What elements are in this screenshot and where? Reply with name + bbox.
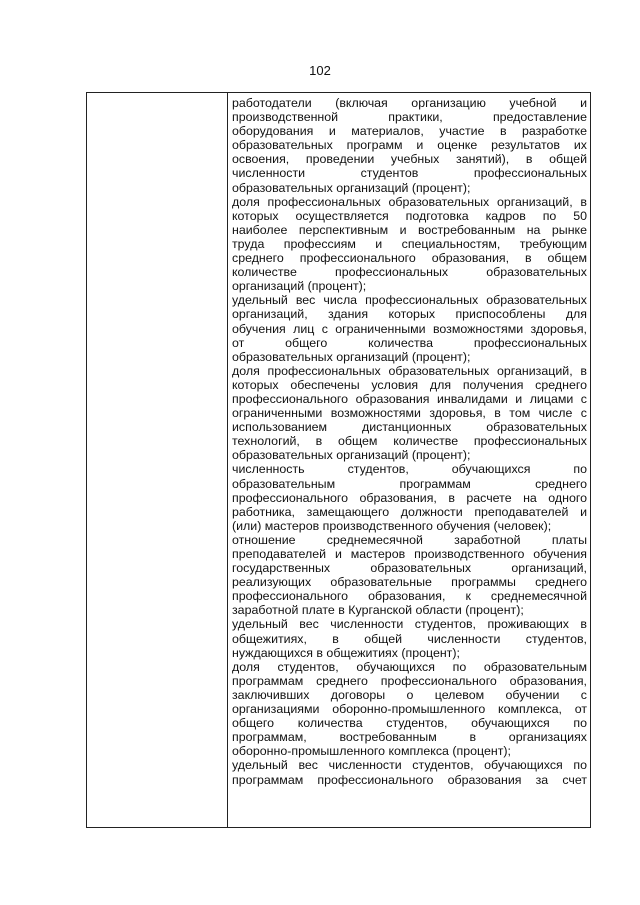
- text-line: образовательным программам среднего: [232, 476, 587, 491]
- column-divider: [227, 93, 228, 827]
- text-line: профессионального образования, к среднемесячной: [232, 589, 587, 604]
- text-line: отношение среднемесячной заработной платы: [232, 532, 587, 547]
- text-line: образовательных программ и оценке результатов их: [232, 138, 587, 153]
- text-line: удельный вес численности студентов, обучающихся по: [232, 758, 587, 773]
- text-line: преподавателей и мастеров производственного обучения: [232, 547, 587, 561]
- text-line: удельный вес числа профессиональных образовательных: [232, 293, 587, 308]
- text-line: доля профессиональных образовательных организаций, в: [232, 363, 587, 378]
- text-line: использованием дистанционных образовательных: [232, 420, 587, 435]
- text-line: заключивших договоры о целевом обучении с: [232, 687, 587, 702]
- text-line: заработной плате в Курганской области (процент);: [232, 603, 524, 618]
- text-line: образовательных организаций (процент);: [232, 180, 471, 195]
- text-line: количестве профессиональных образовательных: [232, 265, 587, 280]
- text-line: производственной практики, предоставление: [232, 110, 587, 125]
- text-line: общего количества студентов, обучающихся по: [232, 716, 587, 731]
- text-line: ограниченными возможностями здоровья, в том числе с: [232, 406, 587, 421]
- text-line: численность студентов, обучающихся по: [232, 462, 587, 477]
- text-line: среднего профессионального образования, в общем: [232, 251, 587, 266]
- text-line: нуждающихся в общежитиях (процент);: [232, 645, 460, 660]
- document-table: [86, 92, 591, 828]
- table-left-cell: [87, 93, 227, 827]
- text-line: обучения лиц с ограниченными возможностями здоровья,: [232, 321, 587, 336]
- text-line: доля студентов, обучающихся по образовательным: [232, 659, 587, 674]
- text-line: удельный вес численности студентов, проживающих в: [232, 617, 587, 632]
- text-line: организаций (процент);: [232, 279, 367, 294]
- text-line: оборонно-промышленного комплекса (процент);: [232, 744, 511, 759]
- text-line: организациями оборонно-промышленного комплекса, от: [232, 702, 587, 717]
- text-line: численности студентов профессиональных: [232, 166, 587, 181]
- text-line: профессионального образования, в расчете на одного: [232, 490, 587, 505]
- text-line: профессионального образования инвалидами и лицами с: [232, 391, 587, 406]
- text-line: наиболее перспективным и востребованным на рынке: [232, 222, 587, 237]
- text-line: от общего количества профессиональных: [232, 335, 587, 350]
- text-line: труда профессиям и специальностям, требующим: [232, 236, 587, 251]
- text-line: образовательных организаций (процент);: [232, 349, 471, 364]
- text-line: государственных образовательных организаций,: [232, 561, 587, 576]
- text-line: освоения, проведении учебных занятий), в общей: [232, 152, 587, 167]
- text-line: образовательных организаций (процент);: [232, 448, 471, 463]
- text-line: которых обеспечены условия для получения среднего: [232, 377, 587, 392]
- text-line: которых осуществляется подготовка кадров по 50: [232, 208, 587, 223]
- text-line: работника, замещающего должности преподавателей и: [232, 504, 587, 519]
- text-line: общежитиях, в общей численности студентов,: [232, 631, 587, 646]
- text-line: программам, востребованным в организациях: [232, 730, 587, 745]
- text-line: программам профессионального образования за счет: [232, 772, 587, 787]
- text-line: доля профессиональных образовательных организаций, в: [232, 194, 587, 209]
- page-number: 102: [309, 63, 331, 78]
- text-line: (или) мастеров производственного обучения (человек);: [232, 518, 552, 533]
- text-line: организаций, здания которых приспособлены для: [232, 307, 587, 322]
- text-line: реализующих образовательные программы среднего: [232, 575, 587, 590]
- text-line: технологий, в общем количестве профессиональных: [232, 434, 587, 449]
- text-line: программам среднего профессионального образования,: [232, 673, 587, 688]
- text-line: оборудования и материалов, участие в разработке: [232, 124, 587, 139]
- table-right-cell: [232, 96, 587, 787]
- text-line: работодатели (включая организацию учебной и: [232, 96, 587, 110]
